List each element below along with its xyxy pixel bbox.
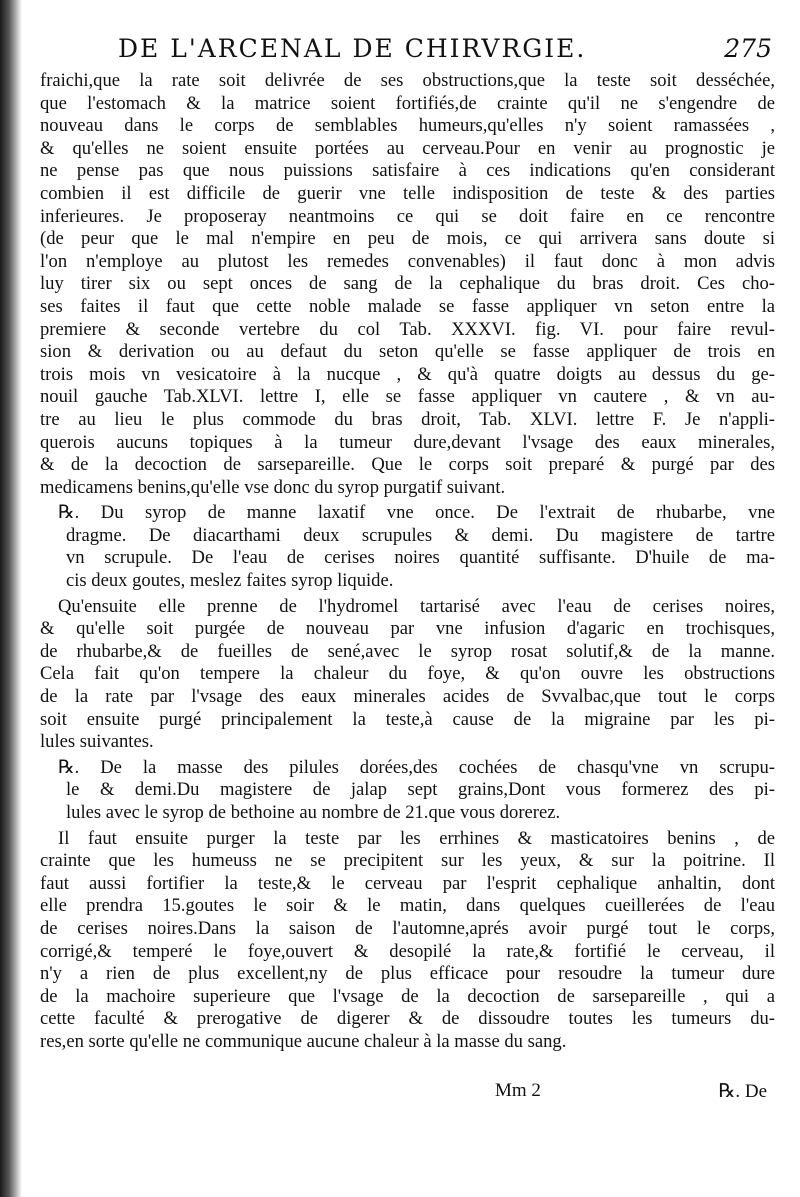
text-line: medicamens benins,qu'elle vse donc du syrop purgatif suivant. xyxy=(40,476,506,498)
text-line: res,en sorte qu'elle ne communique aucune chaleur à la masse du sang. xyxy=(40,1030,567,1052)
text-line: ses faites il faut que cette noble malade se fasse appliquer vn seton entre la xyxy=(40,295,775,317)
catchword: ℞. De xyxy=(718,1081,767,1102)
text-line: & qu'elles ne soient ensuite portées au cerveau.Pour en venir au prognostic je xyxy=(40,137,775,159)
text-line: Qu'ensuite elle prenne de l'hydromel tartarisé avec l'eau de cerises noires, xyxy=(58,595,775,617)
text-line: luy tirer six ou sept onces de sang de la cephalique du bras droit. Ces cho- xyxy=(40,273,775,295)
running-title: DE L'ARCENAL DE CHIRVRGIE. xyxy=(118,34,587,63)
text-line: cis deux goutes, meslez faites syrop liquide. xyxy=(66,570,394,592)
text-line: de la rate par l'vsage des eaux minerales acides de Svvalbac,que tout le corps xyxy=(40,686,775,708)
text-line: que l'estomach & la matrice soient fortifiés,de crainte qu'il ne s'engendre de xyxy=(40,92,775,114)
text-line: nouveau dans le corps de semblables humeurs,qu'elles n'y soient ramassées , xyxy=(40,115,775,137)
paragraph xyxy=(40,828,775,1054)
text-line: ℞. Du syrop de manne laxatif vne once. De l'extrait de rhubarbe, vne xyxy=(58,502,775,524)
paragraph xyxy=(40,502,775,592)
text-line: querois aucuns topiques à la tumeur dure,devant l'vsage des eaux minerales, xyxy=(40,431,775,453)
page-footer xyxy=(40,1080,775,1110)
text-line: premiere & seconde vertebre du col Tab. XXXVI. fig. VI. pour faire revul- xyxy=(40,318,775,340)
text-line: Il faut ensuite purger la teste par les errhines & masticatoires benins , de xyxy=(58,827,775,849)
text-line: dragme. De diacarthami deux scrupules & demi. Du magistere de tartre xyxy=(66,524,775,546)
text-line: lules suivantes. xyxy=(40,731,154,753)
text-line: combien il est difficile de guerir vne telle indisposition de teste & des parties xyxy=(40,182,775,204)
page-number: 275 xyxy=(724,34,772,63)
text-line: (de peur que le mal n'empire en peu de mois, ce qui arrivera sans doute si xyxy=(40,228,775,250)
text-line: soit ensuite purgé principalement la teste,à cause de la migraine par les pi- xyxy=(40,708,775,730)
text-line: trois mois vn vesicatoire à la nucque , & qu'à quatre doigts au dessus du ge- xyxy=(40,363,775,385)
text-line: crainte que les humeuss ne se precipitent sur les yeux, & sur la poitrine. Il xyxy=(40,850,775,872)
text-line: tre au lieu le plus commode du bras droit, Tab. XLVI. lettre F. Je n'appli- xyxy=(40,408,775,430)
text-line: vn scrupule. De l'eau de cerises noires quantité suffisante. D'huile de ma- xyxy=(66,547,775,569)
text-line: faut aussi fortifier la teste,& le cerveau par l'esprit cephalique anhaltin, dont xyxy=(40,872,775,894)
text-line: & qu'elle soit purgée de nouveau par vne infusion d'agaric en trochisques, xyxy=(40,618,775,640)
text-line: le & demi.Du magistere de jalap sept grains,Dont vous formerez des pi- xyxy=(66,779,775,801)
text-line: fraichi,que la rate soit delivrée de ses obstructions,que la teste soit desséchée, xyxy=(40,70,775,91)
body-text xyxy=(40,70,775,1054)
text-line: cette faculté & prerogative de digerer & de dissoudre toutes les tumeurs du- xyxy=(40,1008,775,1030)
page-header xyxy=(118,34,772,68)
text-line: Cela fait qu'on tempere la chaleur du foye, & qu'on ouvre les obstructions xyxy=(40,663,775,685)
text-line: de rhubarbe,& de fueilles de sené,avec le syrop rosat solutif,& de la manne. xyxy=(40,640,775,662)
text-line: sion & derivation ou au defaut du seton qu'elle se fasse appliquer de trois en xyxy=(40,341,775,363)
text-line: ne pense pas que nous puissions satisfaire à ces indications qu'en considerant xyxy=(40,160,775,182)
text-line: de cerises noires.Dans la saison de l'automne,aprés avoir purgé tout le corps, xyxy=(40,917,775,939)
paragraph xyxy=(40,596,775,754)
signature-mark: Mm 2 xyxy=(495,1080,541,1101)
text-line: n'y a rien de plus excellent,ny de plus efficace pour resoudre la tumeur dure xyxy=(40,963,775,985)
paragraph xyxy=(40,757,775,825)
text-line: lules avec le syrop de bethoine au nombre de 21.que vous dorerez. xyxy=(66,802,561,823)
text-line: & de la decoction de sarsepareille. Que le corps soit preparé & purgé par des xyxy=(40,454,775,476)
text-line: de la machoire superieure que l'vsage de la decoction de sarsepareille , qui a xyxy=(40,985,775,1007)
paragraph xyxy=(40,70,775,499)
text-line: inferieures. Je proposeray neantmoins ce qui se doit faire en ce rencontre xyxy=(40,205,775,227)
text-line: l'on n'employe au plutost les remedes convenables) il faut donc à mon advis xyxy=(40,250,775,272)
text-line: ℞. De la masse des pilules dorées,des cochées de chasqu'vne vn scrupu- xyxy=(58,756,775,778)
text-line: nouil gauche Tab.XLVI. lettre I, elle se fasse appliquer vn cautere , & vn au- xyxy=(40,386,775,408)
text-line: corrigé,& temperé le foye,ouvert & desopilé la rate,& fortifié le cerveau, il xyxy=(40,940,775,962)
text-line: elle prendra 15.goutes le soir & le matin, dans quelques cueillerées de l'eau xyxy=(40,895,775,917)
